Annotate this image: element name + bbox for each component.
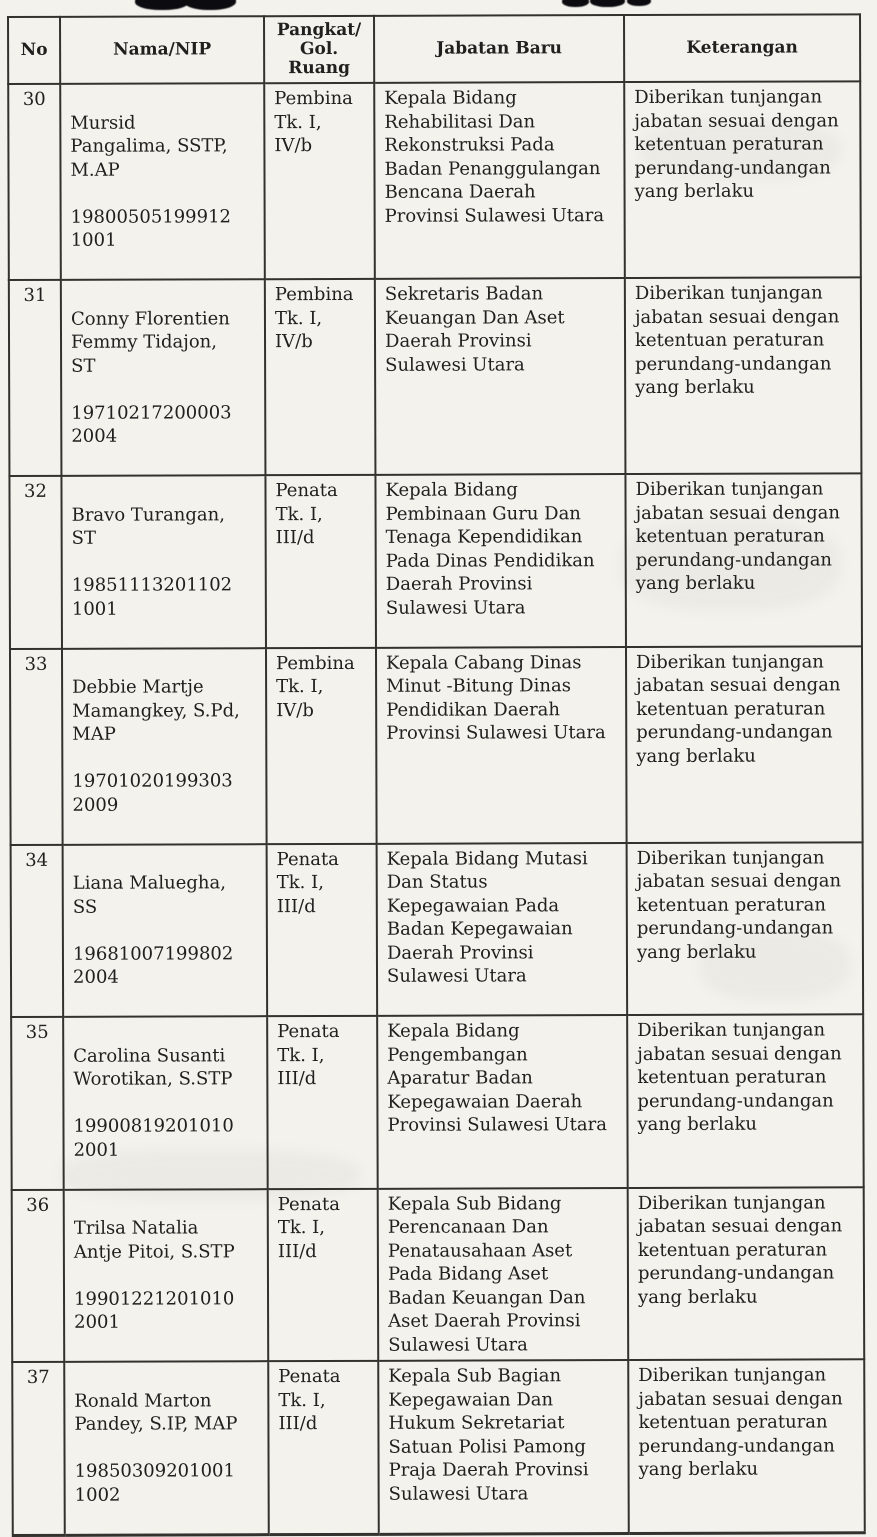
cell-keterangan: Diberikan tunjangan jabatan sesuai dengan ketentuan peraturan perundang-undangan yang berlaku	[628, 1187, 865, 1360]
cell-jabatan-baru: Kepala Sub Bidang Perencanaan Dan Penatausahaan Aset Pada Bidang Aset Badan Keuangan Dan Aset Daerah Provinsi Sulawesi Utara	[378, 1188, 629, 1361]
table-row	[11, 1014, 864, 1189]
cell-pangkat: Penata Tk. I, III/d	[267, 843, 378, 1016]
person-nip: 19710217200003 2004	[71, 401, 232, 447]
cell-keterangan: Diberikan tunjangan jabatan sesuai dengan ketentuan peraturan perundang-undangan yang berlaku	[628, 1359, 865, 1533]
cell-no: 30	[8, 84, 61, 280]
cell-pangkat: Penata Tk. I, III/d	[268, 1188, 379, 1361]
cell-nama-nip	[63, 1016, 268, 1189]
table-header-row	[8, 14, 860, 84]
cell-keterangan: Diberikan tunjangan jabatan sesuai dengan ketentuan peraturan perundang-undangan yang berlaku	[627, 842, 864, 1015]
cell-pangkat: Penata Tk. I, III/d	[267, 1016, 378, 1189]
cell-pangkat: Penata Tk. I, III/d	[265, 475, 376, 648]
cell-pangkat: Penata Tk. I, III/d	[268, 1361, 379, 1534]
cell-jabatan-baru: Kepala Bidang Mutasi Dan Status Kepegawaian Pada Badan Kepegawaian Daerah Provinsi Sulawesi Utara	[377, 843, 628, 1016]
cell-no: 37	[12, 1362, 65, 1535]
cell-no: 33	[10, 648, 63, 844]
cell-jabatan-baru: Kepala Bidang Pengembangan Aparatur Badan Kepegawaian Daerah Provinsi Sulawesi Utara	[377, 1015, 628, 1188]
col-header-no: No	[8, 17, 60, 84]
cell-jabatan-baru: Kepala Cabang Dinas Minut -Bitung Dinas Pendidikan Daerah Provinsi Sulawesi Utara	[376, 647, 627, 844]
cell-nama-nip	[61, 475, 266, 648]
col-header-nama-nip: Nama/NIP	[60, 16, 264, 84]
scan-artifact-mark	[184, 0, 236, 10]
cell-nama-nip	[64, 1189, 269, 1362]
table-row	[11, 842, 864, 1017]
cell-no: 34	[11, 844, 64, 1017]
cell-nama-nip	[62, 648, 267, 845]
person-nip: 19681007199802 2004	[72, 942, 234, 988]
cell-keterangan: Diberikan tunjangan jabatan sesuai dengan ketentuan peraturan perundang-undangan yang berlaku	[627, 1014, 864, 1187]
col-header-pangkat-gol-ruang: Pangkat/ Gol. Ruang	[264, 16, 374, 83]
cell-nama-nip	[61, 279, 266, 476]
person-name: Trilsa Natalia Antje Pitoi, S.STP	[73, 1217, 235, 1263]
scan-artifact-mark	[627, 0, 651, 6]
person-name: Carolina Susanti Worotikan, S.STP	[73, 1044, 233, 1090]
cell-nama-nip	[63, 844, 268, 1017]
scan-artifact-mark	[590, 0, 625, 7]
table-row	[12, 1187, 865, 1362]
person-nip: 19900819201010 2001	[73, 1115, 234, 1161]
person-nip: 19701020199303 2009	[72, 770, 233, 816]
cell-keterangan: Diberikan tunjangan jabatan sesuai dengan ketentuan peraturan perundang-undangan yang berlaku	[626, 646, 863, 843]
person-name: Conny Florentien Femmy Tidajon, ST	[70, 307, 230, 377]
table-row	[9, 473, 862, 648]
cell-jabatan-baru: Sekretaris Badan Keuangan Dan Aset Daerah Provinsi Sulawesi Utara	[375, 278, 626, 475]
cell-keterangan: Diberikan tunjangan jabatan sesuai dengan ketentuan peraturan perundang-undangan yang berlaku	[625, 277, 862, 474]
table-row	[10, 646, 863, 845]
cell-no: 36	[12, 1189, 65, 1362]
col-header-jabatan-baru: Jabatan Baru	[374, 15, 624, 83]
cell-no: 32	[9, 476, 62, 649]
cell-nama-nip	[64, 1361, 269, 1535]
person-name: Liana Maluegha, SS	[72, 872, 226, 918]
cell-keterangan: Diberikan tunjangan jabatan sesuai dengan ketentuan peraturan perundang-undangan yang berlaku	[625, 473, 862, 646]
cell-no: 35	[11, 1017, 64, 1190]
person-nip: 19851113201102 1001	[71, 574, 233, 620]
person-nip: 19800505199912 1001	[70, 205, 232, 251]
col-header-keterangan: Keterangan	[624, 14, 860, 82]
person-nip: 19850309201001 1002	[74, 1460, 235, 1506]
scan-artifact-mark	[562, 0, 589, 7]
scan-artifact-mark	[135, 0, 189, 10]
document-table-region	[7, 13, 866, 1536]
table-row	[8, 81, 861, 280]
cell-jabatan-baru: Kepala Bidang Pembinaan Guru Dan Tenaga Kependidikan Pada Dinas Pendidikan Daerah Provinsi Sulawesi Utara	[375, 474, 626, 647]
cell-no: 31	[9, 280, 62, 476]
cell-jabatan-baru: Kepala Sub Bagian Kepegawaian Dan Hukum Sekretariat Satuan Polisi Pamong Praja Daerah Provinsi Sulawesi Utara	[378, 1360, 629, 1534]
table-row	[9, 277, 862, 476]
person-name: Bravo Turangan, ST	[71, 503, 225, 549]
person-nip: 19901221201010 2001	[73, 1287, 235, 1333]
appointments-table	[7, 13, 866, 1536]
table-row	[12, 1359, 865, 1535]
person-name: Mursid Pangalima, SSTP, M.AP	[70, 112, 228, 181]
cell-nama-nip	[60, 83, 265, 280]
cell-keterangan: Diberikan tunjangan jabatan sesuai dengan ketentuan peraturan perundang-undangan yang berlaku	[624, 81, 861, 278]
cell-pangkat: Pembina Tk. I, IV/b	[265, 279, 376, 475]
cell-jabatan-baru: Kepala Bidang Rehabilitasi Dan Rekonstruksi Pada Badan Penanggulangan Bencana Daerah Provinsi Sulawesi Utara	[374, 82, 625, 279]
person-name: Debbie Martje Mamangkey, S.Pd, MAP	[72, 676, 240, 745]
cell-pangkat: Pembina Tk. I, IV/b	[266, 647, 377, 843]
person-name: Ronald Marton Pandey, S.IP, MAP	[74, 1389, 238, 1435]
cell-pangkat: Pembina Tk. I, IV/b	[264, 83, 375, 279]
